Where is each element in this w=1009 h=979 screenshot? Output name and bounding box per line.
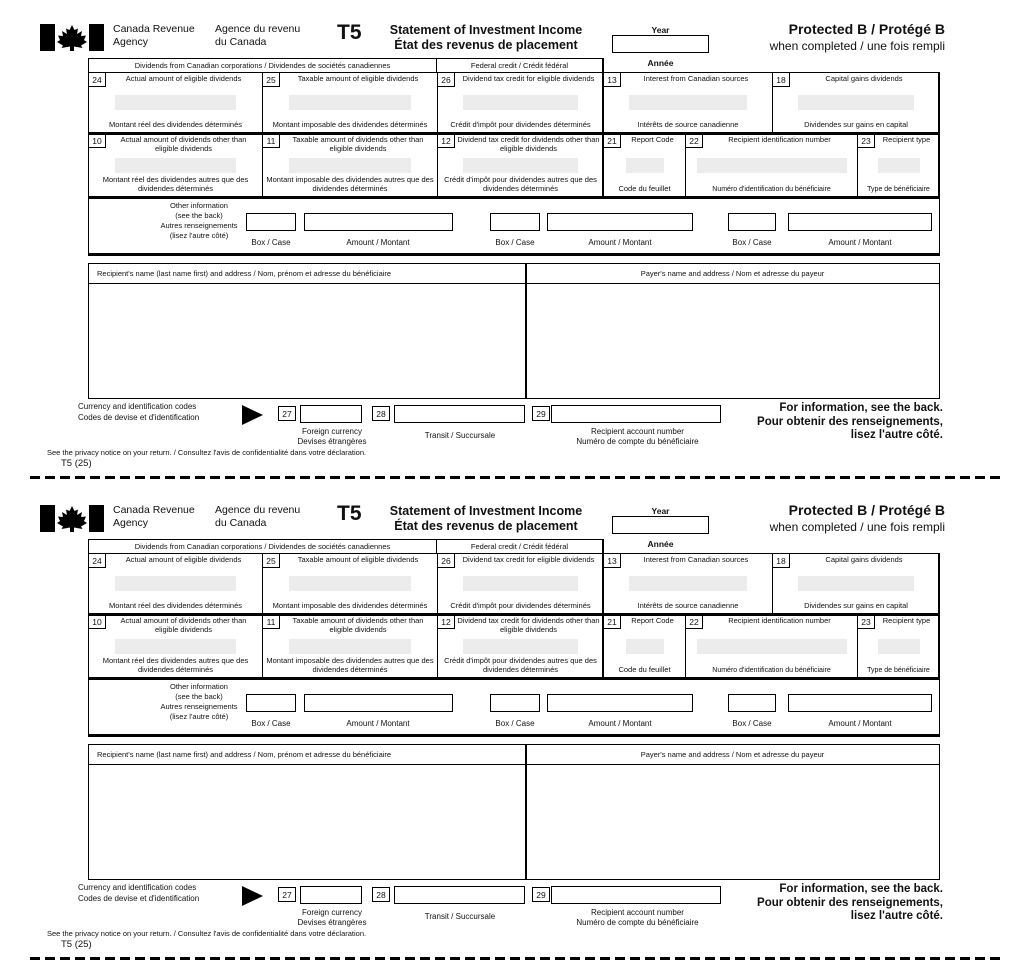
box-24-label-en: Actual amount of eligible dividends [125, 555, 242, 564]
box-25-label-fr: Montant imposable des dividendes déterminés [272, 601, 428, 611]
other-info-line2: (see the back) [175, 691, 223, 701]
box-11-cell [262, 614, 438, 678]
other-amount-1-input[interactable] [304, 694, 453, 712]
info-line3: lisez l'autre côté. [850, 429, 943, 441]
for-information-notice [757, 883, 943, 924]
box-22-label-en: Recipient identification number [728, 616, 831, 625]
box-21-label-en: Report Code [631, 135, 674, 144]
box-12-label-fr: Crédit d'impôt pour dividendes autres que des dividendes déterminés [444, 175, 597, 194]
box-25-label-fr: Montant imposable des dividendes déterminés [272, 120, 428, 130]
box-12-cell [437, 133, 604, 197]
band-federal-credit-header: Federal credit / Crédit fédéral [436, 539, 603, 554]
form-version: T5 (25) [61, 458, 92, 469]
box-13-label-en: Interest from Canadian sources [643, 555, 749, 564]
other-info-line1: Other information [170, 682, 228, 691]
agency-name-en [113, 23, 195, 48]
transit-input[interactable] [394, 886, 525, 904]
box-23-label-fr: Type de bénéficiaire [867, 666, 930, 674]
recipient-name-address-input[interactable] [89, 284, 525, 398]
box-number-tag: 25 [262, 72, 280, 87]
name-address-section [88, 263, 940, 399]
box-22-label-fr: Numéro d'identification du bénéficiaire [712, 185, 831, 193]
box-22-label-en: Recipient identification number [728, 135, 831, 144]
currency-codes-label [78, 883, 199, 904]
box-11-cell [262, 133, 438, 197]
other-info-line4: (lisez l'autre côté) [169, 711, 229, 721]
amount-label: Amount / Montant [346, 238, 410, 247]
other-info-line3: Autres renseignements [160, 701, 238, 711]
box-21-input[interactable] [626, 158, 664, 173]
form-title-en: Statement of Investment Income [389, 23, 583, 37]
divider [88, 196, 940, 199]
box-number-tag: 27 [278, 406, 296, 421]
box-25-label-en: Taxable amount of eligible dividends [297, 74, 419, 83]
box-18-input[interactable] [798, 576, 914, 591]
cut-line [30, 476, 1005, 479]
payer-name-address-input[interactable] [527, 284, 939, 398]
box-26-input[interactable] [463, 576, 579, 591]
recipient-account-label-en: Recipient account number [591, 427, 684, 436]
box-18-label-en: Capital gains dividends [825, 555, 903, 564]
box-23-label-en: Recipient type [882, 135, 931, 144]
agency-en-line2: Agency [113, 35, 149, 48]
box-number-tag: 18 [772, 553, 790, 568]
band-dividends-header: Dividends from Canadian corporations / Dividendes de sociétés canadiennes [88, 539, 437, 554]
box-13-label-fr: Intérêts de source canadienne [637, 601, 739, 611]
box-10-label-fr: Montant réel des dividendes autres que des dividendes déterminés [102, 656, 249, 675]
box-11-label-fr: Montant imposable des dividendes autres que des dividendes déterminés [266, 175, 434, 194]
box-11-input[interactable] [289, 158, 411, 173]
year-label-fr: Année [647, 58, 674, 68]
box-number-tag: 13 [603, 72, 621, 87]
amount-label: Amount / Montant [588, 719, 652, 728]
foreign-currency-label-en: Foreign currency [301, 427, 363, 436]
box-13-label-fr: Intérêts de source canadienne [637, 120, 739, 130]
box-number-tag: 29 [532, 406, 550, 421]
cut-line [30, 957, 1005, 960]
foreign-currency-input[interactable] [300, 405, 362, 423]
name-address-section [88, 744, 940, 880]
box-18-cell [772, 553, 940, 614]
box-10-label-en: Actual amount of dividends other than eligible dividends [120, 616, 247, 634]
form-title-en: Statement of Investment Income [389, 504, 583, 518]
box-case-label: Box / Case [732, 238, 772, 247]
box-10-input[interactable] [115, 639, 236, 654]
form-version: T5 (25) [61, 939, 92, 950]
amount-label: Amount / Montant [828, 238, 892, 247]
protected-b-line2: when completed / une fois rempli [769, 39, 945, 53]
box-number-tag: 24 [88, 72, 106, 87]
other-amount-3-input[interactable] [788, 213, 932, 231]
box-22-input[interactable] [697, 158, 847, 173]
other-info-line4: (lisez l'autre côté) [169, 230, 229, 240]
box-26-cell [437, 72, 604, 133]
box-number-tag: 21 [603, 133, 621, 148]
other-box-2-input[interactable] [490, 694, 540, 712]
info-line2: Pour obtenir des renseignements, [757, 896, 943, 909]
box-number-tag: 12 [437, 133, 455, 148]
other-information-row [88, 197, 940, 255]
box-21-input[interactable] [626, 639, 664, 654]
box-21-label-fr: Code du feuillet [618, 184, 671, 194]
box-22-input[interactable] [697, 639, 847, 654]
divider [938, 72, 941, 197]
foreign-currency-label [272, 908, 392, 927]
info-line1: For information, see the back. [779, 402, 943, 414]
box-26-label-fr: Crédit d'impôt pour dividendes déterminés [450, 601, 591, 611]
recipient-name-header: Recipient's name (last name first) and address / Nom, prénom et adresse du bénéficiaire [89, 264, 526, 284]
box-11-label-en: Taxable amount of dividends other than eligible dividends [292, 616, 424, 634]
box-case-label: Box / Case [495, 719, 535, 728]
recipient-account-label [560, 427, 715, 446]
form-title-fr: État des revenus de placement [394, 518, 578, 533]
amount-label: Amount / Montant [346, 719, 410, 728]
transit-label: Transit / Succursale [424, 912, 496, 921]
box-25-label-en: Taxable amount of eligible dividends [297, 555, 419, 564]
other-information-row [88, 678, 940, 736]
box-21-label-fr: Code du feuillet [618, 665, 671, 675]
other-box-3-input[interactable] [728, 694, 776, 712]
divider [602, 539, 605, 678]
t5-slip [0, 498, 1009, 979]
other-box-3-input[interactable] [728, 213, 776, 231]
other-box-1-input[interactable] [246, 213, 296, 231]
box-23-input[interactable] [878, 158, 920, 173]
box-24-label-fr: Montant réel des dividendes déterminés [109, 601, 242, 611]
box-12-input[interactable] [463, 158, 579, 173]
box-23-label-fr: Type de bénéficiaire [867, 185, 930, 193]
box-12-cell [437, 614, 604, 678]
privacy-notice: See the privacy notice on your return. / Consultez l'avis de confidentialité dans votre déclaration. [47, 448, 367, 457]
box-24-label-en: Actual amount of eligible dividends [125, 74, 242, 83]
other-amount-2-input[interactable] [547, 213, 693, 231]
payer-name-address-input[interactable] [527, 765, 939, 879]
box-26-label-fr: Crédit d'impôt pour dividendes déterminés [450, 120, 591, 130]
box-10-cell [88, 133, 263, 197]
box-11-input[interactable] [289, 639, 411, 654]
protected-b-line1: Protected B / Protégé B [788, 21, 945, 37]
box-12-label-en: Dividend tax credit for dividends other than eligible dividends [457, 135, 600, 153]
amount-label: Amount / Montant [588, 238, 652, 247]
recipient-account-input[interactable] [551, 886, 721, 904]
divider [88, 677, 940, 680]
privacy-notice: See the privacy notice on your return. / Consultez l'avis de confidentialité dans votre déclaration. [47, 929, 367, 938]
agency-en-line1: Canada Revenue [113, 23, 195, 35]
foreign-currency-input[interactable] [300, 886, 362, 904]
box-number-tag: 18 [772, 72, 790, 87]
currency-codes-label [78, 402, 199, 423]
agency-name-fr [215, 504, 300, 529]
box-24-cell [88, 72, 263, 133]
box-12-label-fr: Crédit d'impôt pour dividendes autres que des dividendes déterminés [444, 656, 597, 675]
year-label-en: Year [651, 25, 670, 35]
currency-codes-line1: Currency and identification codes [78, 883, 197, 892]
box-13-input[interactable] [629, 95, 747, 110]
box-number-tag: 10 [88, 133, 106, 148]
divider [602, 58, 605, 197]
box-11-label-fr: Montant imposable des dividendes autres que des dividendes déterminés [266, 656, 434, 675]
box-number-tag: 23 [857, 614, 875, 629]
box-18-cell [772, 72, 940, 133]
box-24-label-fr: Montant réel des dividendes déterminés [109, 120, 242, 130]
box-22-cell [685, 614, 858, 678]
info-line3: lisez l'autre côté. [850, 910, 943, 922]
agency-fr-line1: Agence du revenu [215, 504, 301, 516]
box-22-label-fr: Numéro d'identification du bénéficiaire [712, 666, 831, 674]
box-number-tag: 28 [372, 887, 390, 902]
other-info-line3: Autres renseignements [160, 220, 238, 230]
box-number-tag: 13 [603, 553, 621, 568]
box-number-tag: 29 [532, 887, 550, 902]
protected-b-notice [770, 21, 945, 53]
t5-slip [0, 17, 1009, 498]
box-12-label-en: Dividend tax credit for dividends other than eligible dividends [457, 616, 600, 634]
other-info-line1: Other information [170, 201, 228, 210]
box-number-tag: 12 [437, 614, 455, 629]
box-number-tag: 11 [262, 133, 280, 148]
box-24-cell [88, 553, 263, 614]
agency-en-line1: Canada Revenue [113, 504, 195, 516]
box-case-label: Box / Case [495, 238, 535, 247]
form-code: T5 [337, 21, 362, 44]
box-18-label-fr: Dividendes sur gains en capital [804, 601, 908, 611]
other-info-line2: (see the back) [175, 210, 223, 220]
box-10-label-fr: Montant réel des dividendes autres que des dividendes déterminés [102, 175, 249, 194]
box-13-cell [603, 72, 773, 133]
agency-name-fr [215, 23, 300, 48]
year-label-fr: Année [647, 539, 674, 549]
recipient-name-address-input[interactable] [89, 765, 525, 879]
box-10-cell [88, 614, 263, 678]
box-24-input[interactable] [115, 95, 236, 110]
recipient-account-input[interactable] [551, 405, 721, 423]
divider [88, 734, 940, 737]
other-amount-1-input[interactable] [304, 213, 453, 231]
foreign-currency-label [272, 427, 392, 446]
other-box-1-input[interactable] [246, 694, 296, 712]
box-number-tag: 26 [437, 553, 455, 568]
agency-en-line2: Agency [113, 516, 149, 529]
foreign-currency-label-fr: Devises étrangères [297, 436, 367, 446]
box-13-cell [603, 553, 773, 614]
currency-codes-line1: Currency and identification codes [78, 402, 197, 411]
transit-label: Transit / Succursale [424, 431, 496, 440]
band-dividends-header: Dividends from Canadian corporations / Dividendes de sociétés canadiennes [88, 58, 437, 73]
box-10-label-en: Actual amount of dividends other than eligible dividends [120, 135, 247, 153]
box-21-cell [603, 133, 686, 197]
box-25-input[interactable] [289, 95, 411, 110]
protected-b-notice [770, 502, 945, 534]
box-number-tag: 27 [278, 887, 296, 902]
info-line1: For information, see the back. [779, 883, 943, 895]
box-number-tag: 10 [88, 614, 106, 629]
box-10-input[interactable] [115, 158, 236, 173]
box-case-label: Box / Case [732, 719, 772, 728]
box-number-tag: 21 [603, 614, 621, 629]
form-title [368, 23, 604, 52]
box-24-input[interactable] [115, 576, 236, 591]
box-number-tag: 26 [437, 72, 455, 87]
agency-fr-line2: du Canada [215, 516, 267, 529]
box-case-label: Box / Case [251, 719, 291, 728]
box-number-tag: 24 [88, 553, 106, 568]
canada-flag-icon [40, 505, 104, 537]
payer-name-header: Payer's name and address / Nom et adresse du payeur [526, 745, 939, 765]
box-26-label-en: Dividend tax credit for eligible dividends [462, 555, 595, 564]
recipient-account-label-fr: Numéro de compte du bénéficiaire [576, 917, 699, 927]
recipient-account-label-fr: Numéro de compte du bénéficiaire [576, 436, 699, 446]
box-number-tag: 22 [685, 614, 703, 629]
divider [938, 553, 941, 678]
other-amount-3-input[interactable] [788, 694, 932, 712]
other-box-2-input[interactable] [490, 213, 540, 231]
form-code: T5 [337, 502, 362, 525]
agency-name-en [113, 504, 195, 529]
arrow-right-icon [242, 405, 263, 425]
box-25-cell [262, 553, 438, 614]
currency-codes-line2: Codes de devise et d'identification [78, 893, 200, 903]
box-23-input[interactable] [878, 639, 920, 654]
agency-fr-line1: Agence du revenu [215, 23, 301, 35]
box-23-cell [857, 614, 940, 678]
recipient-account-label [560, 908, 715, 927]
amount-label: Amount / Montant [828, 719, 892, 728]
box-case-label: Box / Case [251, 238, 291, 247]
form-title-fr: État des revenus de placement [394, 37, 578, 52]
box-13-label-en: Interest from Canadian sources [643, 74, 749, 83]
for-information-notice [757, 402, 943, 443]
box-number-tag: 22 [685, 133, 703, 148]
box-21-label-en: Report Code [631, 616, 674, 625]
box-13-input[interactable] [629, 576, 747, 591]
protected-b-line1: Protected B / Protégé B [788, 502, 945, 518]
foreign-currency-label-en: Foreign currency [301, 908, 363, 917]
box-number-tag: 28 [372, 406, 390, 421]
box-26-input[interactable] [463, 95, 579, 110]
box-12-input[interactable] [463, 639, 579, 654]
box-26-label-en: Dividend tax credit for eligible dividends [462, 74, 595, 83]
band-federal-credit-header: Federal credit / Crédit fédéral [436, 58, 603, 73]
box-25-input[interactable] [289, 576, 411, 591]
box-number-tag: 25 [262, 553, 280, 568]
canada-flag-icon [40, 24, 104, 56]
info-line2: Pour obtenir des renseignements, [757, 415, 943, 428]
box-18-input[interactable] [798, 95, 914, 110]
divider [88, 613, 940, 616]
box-11-label-en: Taxable amount of dividends other than eligible dividends [292, 135, 424, 153]
box-21-cell [603, 614, 686, 678]
divider [88, 132, 940, 135]
transit-input[interactable] [394, 405, 525, 423]
protected-b-line2: when completed / une fois rempli [769, 520, 945, 534]
box-23-label-en: Recipient type [882, 616, 931, 625]
box-18-label-fr: Dividendes sur gains en capital [804, 120, 908, 130]
payer-name-header: Payer's name and address / Nom et adresse du payeur [526, 264, 939, 284]
year-label-en: Year [651, 506, 670, 516]
box-number-tag: 23 [857, 133, 875, 148]
recipient-account-label-en: Recipient account number [591, 908, 684, 917]
year-input[interactable] [612, 35, 709, 53]
box-18-label-en: Capital gains dividends [825, 74, 903, 83]
other-amount-2-input[interactable] [547, 694, 693, 712]
foreign-currency-label-fr: Devises étrangères [297, 917, 367, 927]
box-26-cell [437, 553, 604, 614]
box-22-cell [685, 133, 858, 197]
form-title [368, 504, 604, 533]
box-25-cell [262, 72, 438, 133]
arrow-right-icon [242, 886, 263, 906]
year-input[interactable] [612, 516, 709, 534]
recipient-name-header: Recipient's name (last name first) and address / Nom, prénom et adresse du bénéficiaire [89, 745, 526, 765]
currency-codes-line2: Codes de devise et d'identification [78, 412, 200, 422]
box-23-cell [857, 133, 940, 197]
divider [88, 253, 940, 256]
agency-fr-line2: du Canada [215, 35, 267, 48]
box-number-tag: 11 [262, 614, 280, 629]
